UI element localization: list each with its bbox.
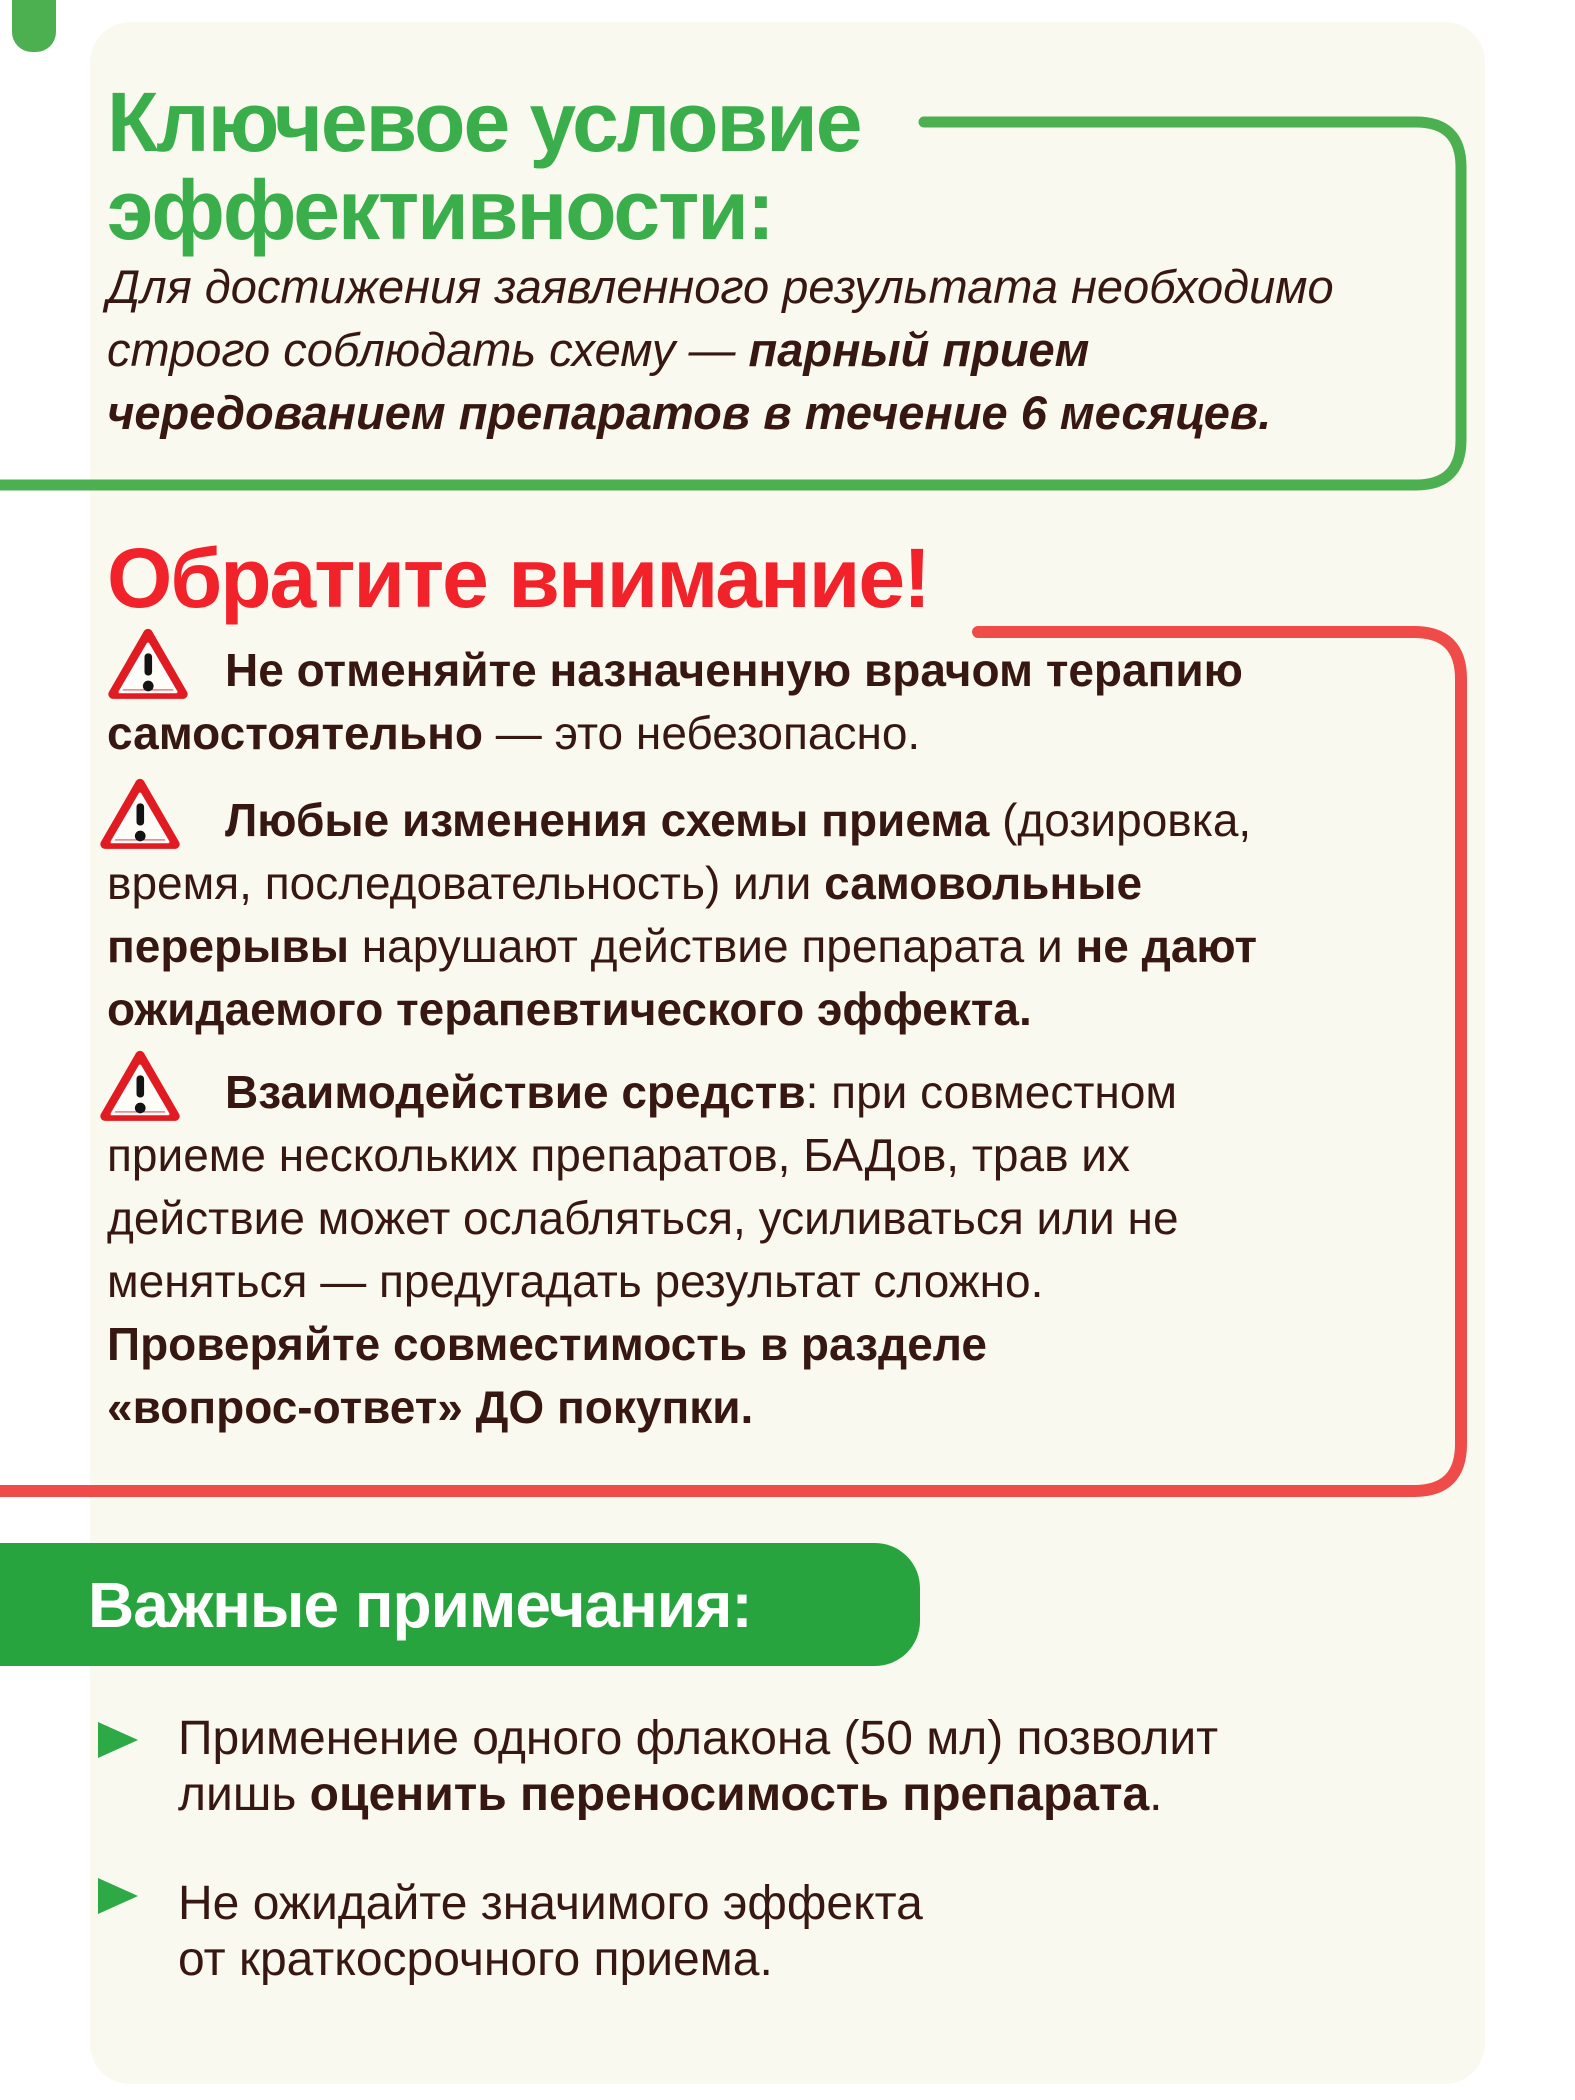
play-triangle-icon (97, 1877, 139, 1915)
note-item: Не ожидайте значимого эффекта от краткосрочного приема. (178, 1877, 923, 1986)
key-title: Ключевое условие эффективности: (107, 75, 861, 257)
notes-header: Важные примечания: (88, 1568, 752, 1641)
warning-item: Не отменяйте назначенную врачом терапию самостоятельно — это небезопасно. (107, 644, 1243, 759)
notes-header-bar (0, 1543, 920, 1666)
key-paragraph: Для достижения заявленного результата необходимо строго соблюдать схему — парный прием чередованием препаратов в течение 6 месяцев. (107, 260, 1334, 439)
warning-item: Любые изменения схемы приема (дозировка, время, последовательность) или самовольные перерывы нарушают действие препарата и не дают ожидаемого терапевтического эффекта. (107, 794, 1258, 1035)
warning-item: Взаимодействие средств: при совместном приеме нескольких препаратов, БАДов, трав их действие может ослабляться, усиливаться или не меняться — предугадать результат сложно. Проверяйте совместимость в разделе «вопрос-ответ» ДО покупки. (107, 1066, 1179, 1433)
attention-title: Обратите внимание! (107, 531, 930, 625)
play-triangle-icon (97, 1721, 139, 1759)
note-item: Применение одного флакона (50 мл) позволит лишь оценить переносимость препарата. (178, 1712, 1219, 1821)
